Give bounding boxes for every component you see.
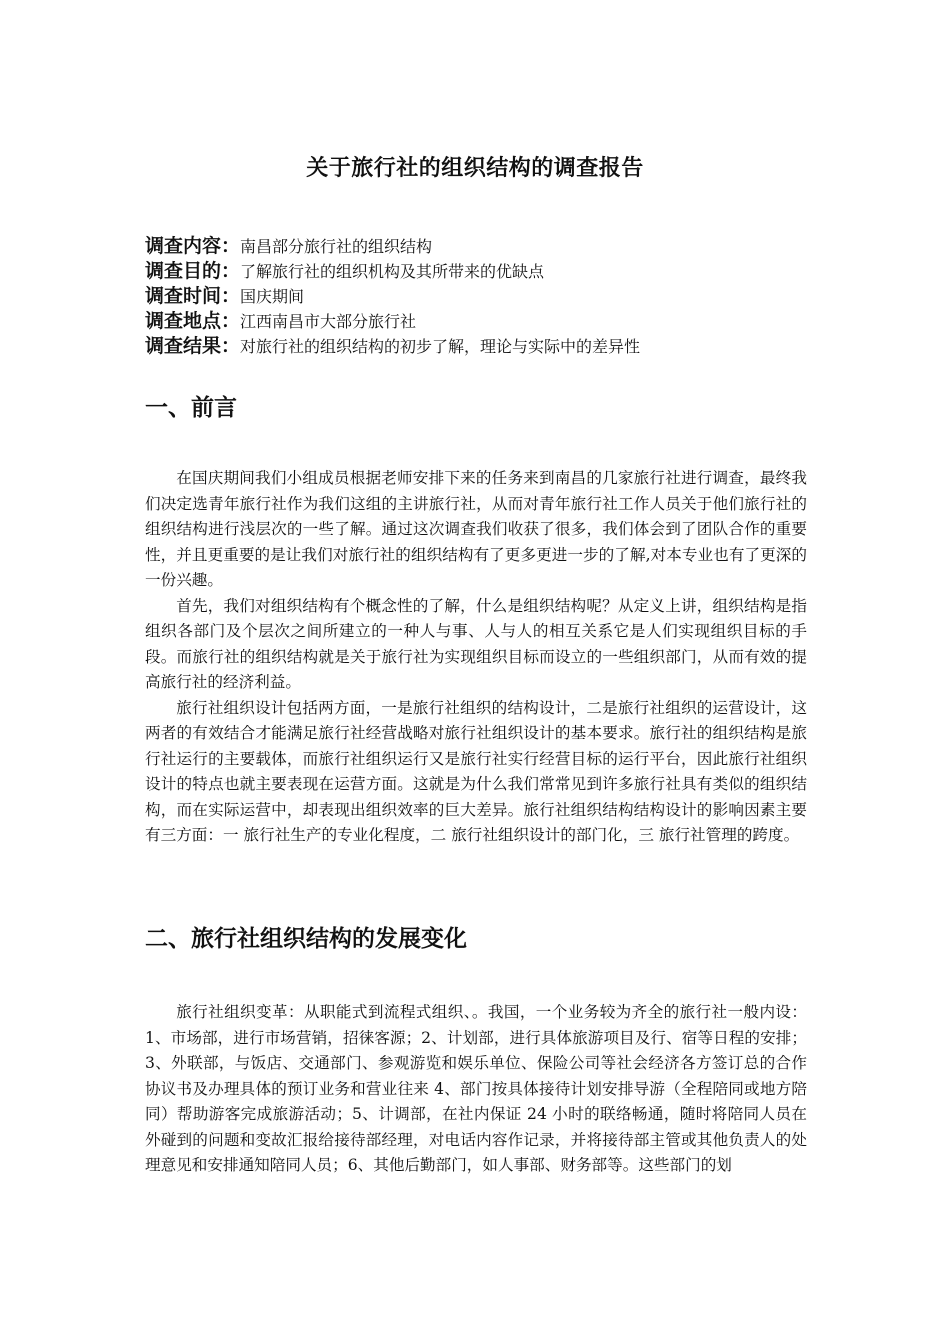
survey-time-value: 国庆期间 bbox=[240, 287, 305, 306]
survey-content-label: 调查内容： bbox=[145, 235, 241, 257]
survey-result-label: 调查结果： bbox=[145, 335, 241, 357]
survey-purpose-label: 调查目的： bbox=[145, 260, 241, 282]
paragraph: 旅行社组织设计包括两方面，一是旅行社组织的结构设计，二是旅行社组织的运营设计，这两者的有效结合才能满足旅行社经营战略对旅行社组织设计的基本要求。旅行社的组织结构是旅行社运行的主要载体，而旅行社组织运行又是旅行社实行经营目标的运行平台，因此旅行社组织设计的特点也就主要表现在运营方面。这就是为什么我们常常见到许多旅行社具有类似的组织结构，而在实际运营中，却表现出组织效率的巨大差异。旅行社组织结构结构设计的影响因素主要有三方面：一 旅行社生产的专业化程度，二 旅行社组织设计的部门化，三 旅行社管理的跨度。 bbox=[145, 698, 807, 844]
survey-info-row bbox=[145, 234, 825, 259]
survey-location-label: 调查地点： bbox=[145, 310, 241, 332]
survey-purpose-value: 了解旅行社的组织机构及其所带来的优缺点 bbox=[240, 262, 545, 281]
section-body-development bbox=[145, 1000, 807, 1179]
survey-info-row bbox=[145, 334, 825, 359]
survey-info-row bbox=[145, 259, 825, 284]
section-body-preface bbox=[145, 466, 807, 849]
survey-location-value: 江西南昌市大部分旅行社 bbox=[240, 312, 417, 331]
survey-result-value: 对旅行社的组织结构的初步了解，理论与实际中的差异性 bbox=[240, 337, 641, 356]
paragraph: 首先，我们对组织结构有个概念性的了解，什么是组织结构呢？从定义上讲，组织结构是指组织各部门及个层次之间所建立的一种人与事、人与人的相互关系它是人们实现组织目标的手段。而旅行社的组织结构就是关于旅行社为实现组织目标而设立的一些组织部门，从而有效的提高旅行社的经济利益。 bbox=[145, 596, 807, 691]
survey-content-value: 南昌部分旅行社的组织结构 bbox=[240, 237, 433, 256]
survey-info bbox=[145, 234, 825, 359]
survey-info-row bbox=[145, 309, 825, 334]
paragraph: 在国庆期间我们小组成员根据老师安排下来的任务来到南昌的几家旅行社进行调查，最终我们决定选青年旅行社作为我们这组的主讲旅行社，从而对青年旅行社工作人员关于他们旅行社的组织结构进行浅层次的一些了解。通过这次调查我们收获了很多，我们体会到了团队合作的重要性，并且更重要的是让我们对旅行社的组织结构有了更多更进一步的了解,对本专业也有了更深的一份兴趣。 bbox=[145, 469, 807, 589]
section-heading-preface: 一、前言 bbox=[145, 395, 237, 421]
section-heading-development: 二、旅行社组织结构的发展变化 bbox=[145, 926, 467, 952]
document-title: 关于旅行社的组织结构的调查报告 bbox=[306, 156, 644, 181]
survey-info-row bbox=[145, 284, 825, 309]
survey-time-label: 调查时间： bbox=[145, 285, 241, 307]
paragraph: 旅行社组织变革：从职能式到流程式组织、。我国，一个业务较为齐全的旅行社一般内设：1、市场部，进行市场营销，招徕客源；2、计划部，进行具体旅游项目及行、宿等日程的安排；3、外联部，与饭店、交通部门、参观游览和娱乐单位、保险公司等社会经济各方签订总的合作协议书及办理具体的预订业务和营业往来 4、部门按具体接待计划安排导游（全程陪同或地方陪同）帮助游客完成旅游活动；5、计调部，在社内保证 24 小时的联络畅通，随时将陪同人员在外碰到的问题和变故汇报给接待部经理，对电话内容作记录，并将接待部主管或其他负责人的处理意见和安排通知陪同人员；6、其他后勤部门，如人事部、财务部等。这些部门的划 bbox=[145, 1003, 807, 1174]
